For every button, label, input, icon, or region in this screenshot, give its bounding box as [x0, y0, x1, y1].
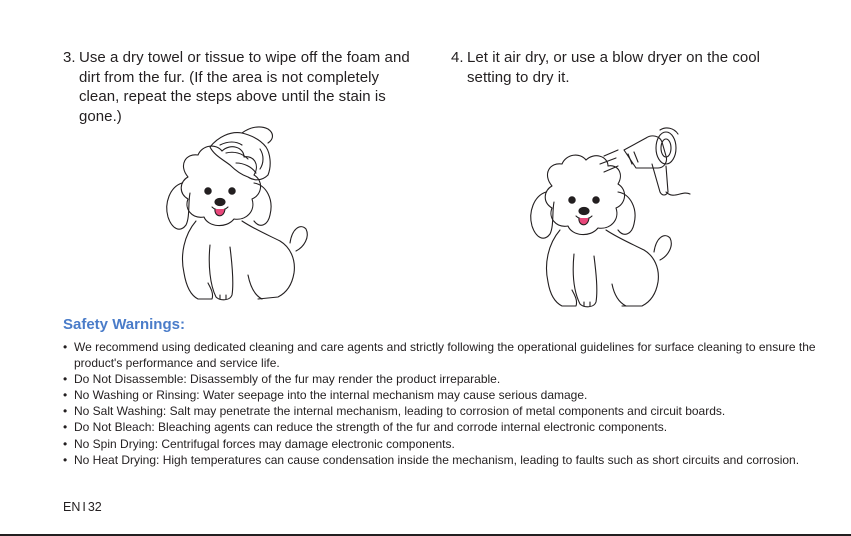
- safety-warnings-list: [63, 339, 833, 468]
- footer-separator: I: [82, 500, 86, 514]
- list-item: • No Salt Washing: Salt may penetrate the internal mechanism, leading to corrosion of metal components and circuit boards.: [63, 403, 833, 419]
- page-number: 32: [87, 500, 102, 514]
- step-4: [451, 48, 801, 87]
- footer-language: EN: [63, 500, 81, 514]
- list-item: • No Spin Drying: Centrifugal forces may damage electronic components.: [63, 436, 833, 452]
- list-item: • We recommend using dedicated cleaning and care agents and strictly following the operational guidelines for surface cleaning to ensure the product's performance and service life.: [63, 339, 833, 371]
- page-footer: [63, 500, 102, 514]
- step-3: [63, 48, 413, 126]
- list-item: • No Washing or Rinsing: Water seepage into the internal mechanism may cause serious damage.: [63, 387, 833, 403]
- step-4-number: 4.: [451, 49, 464, 66]
- list-item: • Do Not Disassemble: Disassembly of the fur may render the product irreparable.: [63, 371, 833, 387]
- list-item: • Do Not Bleach: Bleaching agents can reduce the strength of the fur and corrode internal electronic components.: [63, 419, 833, 435]
- safety-warnings-heading: Safety Warnings:: [63, 316, 185, 333]
- step-3-text: Use a dry towel or tissue to wipe off the foam and dirt from the fur. (If the area is not completely clean, repeat the steps above until the stain is gone.): [79, 49, 410, 125]
- step-3-number: 3.: [63, 49, 76, 66]
- dog-wiped-with-towel-icon: [150, 125, 320, 307]
- step-4-text: Let it air dry, or use a blow dryer on the cool setting to dry it.: [467, 49, 761, 86]
- list-item: • No Heat Drying: High temperatures can cause condensation inside the mechanism, leading to faults such as short circuits and corrosion.: [63, 452, 833, 468]
- dog-with-blow-dryer-icon: [520, 120, 705, 308]
